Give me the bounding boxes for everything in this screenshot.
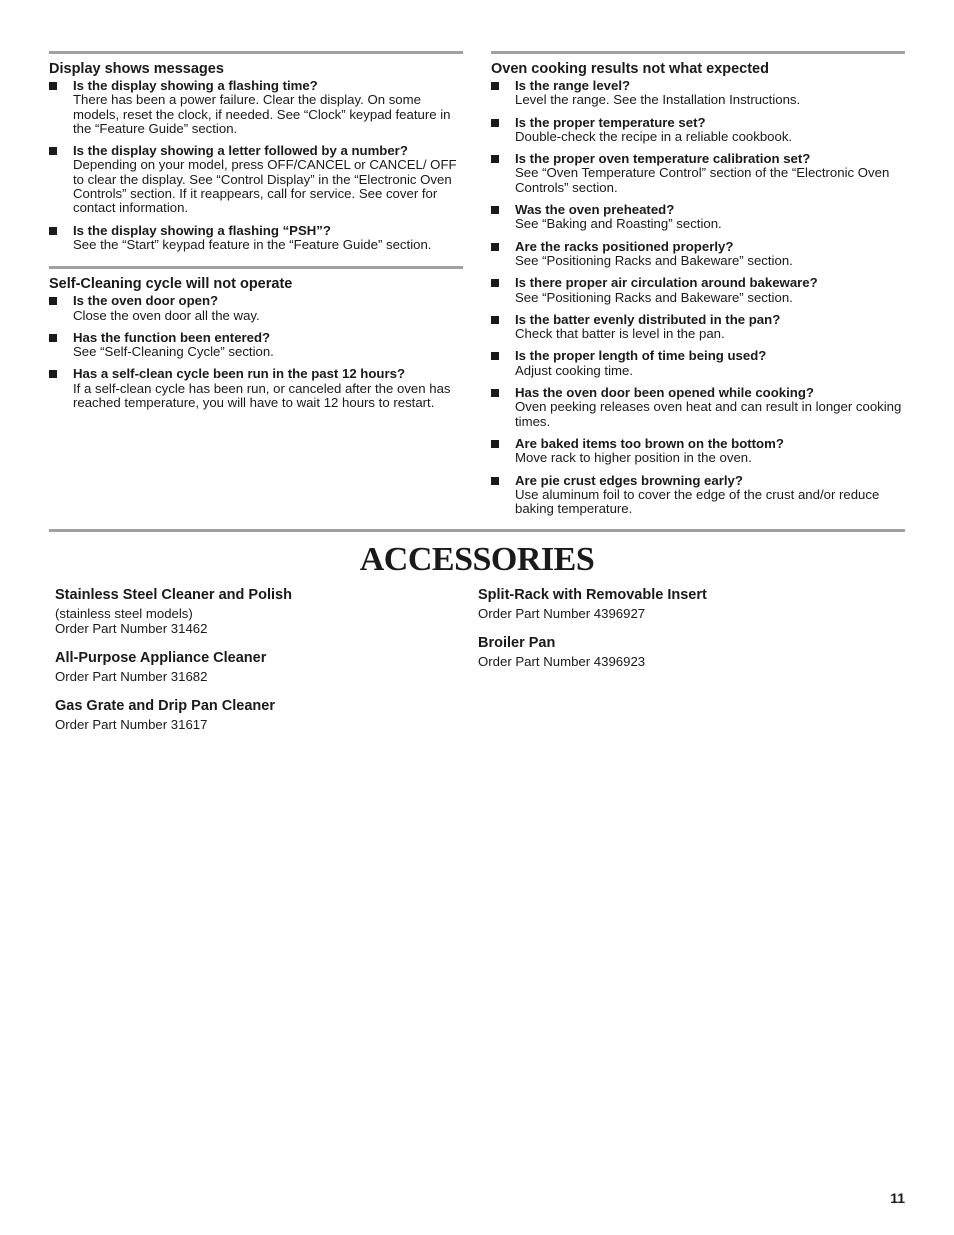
question-text: Is the proper length of time being used? <box>515 348 767 364</box>
square-bullet-icon <box>491 155 499 163</box>
accessory-name: Gas Grate and Drip Pan Cleaner <box>55 698 275 714</box>
square-bullet-icon <box>49 334 57 342</box>
accessory-name: Split-Rack with Removable Insert <box>478 587 707 603</box>
question-text: Is there proper air circulation around bakeware? <box>515 275 818 291</box>
right-column <box>491 51 905 524</box>
list-item <box>49 331 463 360</box>
accessory-name: Stainless Steel Cleaner and Polish <box>55 587 292 603</box>
list-item <box>49 367 463 410</box>
list-item <box>491 152 905 195</box>
answer-text: Close the oven door all the way. <box>73 307 260 323</box>
question-text: Is the oven door open? <box>73 293 219 309</box>
section-title: Display shows messages <box>49 61 224 77</box>
question-text: Is the batter evenly distributed in the pan? <box>515 311 781 327</box>
question-text: Are baked items too brown on the bottom? <box>515 435 784 451</box>
answer-text: Level the range. See the Installation Instructions. <box>515 92 801 108</box>
question-text: Is the display showing a flashing “PSH”? <box>73 222 331 238</box>
question-text: Is the proper oven temperature calibration set? <box>515 151 811 167</box>
square-bullet-icon <box>491 206 499 214</box>
answer-text: Use aluminum foil to cover the edge of the crust and/or reduce baking temperature. <box>515 486 880 517</box>
accessory-item <box>478 586 878 621</box>
question-text: Are the racks positioned properly? <box>515 238 734 254</box>
answer-text: Move rack to higher position in the oven. <box>515 450 752 466</box>
square-bullet-icon <box>49 227 57 235</box>
list-item <box>491 240 905 269</box>
accessory-item <box>55 586 455 636</box>
accessory-item <box>55 649 455 684</box>
answer-text: See “Positioning Racks and Bakeware” section. <box>515 289 793 305</box>
square-bullet-icon <box>491 389 499 397</box>
answer-text: See “Self-Cleaning Cycle” section. <box>73 344 274 360</box>
section-divider <box>49 529 905 532</box>
square-bullet-icon <box>491 316 499 324</box>
question-text: Has a self-clean cycle been run in the past 12 hours? <box>73 366 405 382</box>
square-bullet-icon <box>491 243 499 251</box>
square-bullet-icon <box>491 279 499 287</box>
square-bullet-icon <box>49 82 57 90</box>
answer-text: There has been a power failure. Clear the display. On some models, reset the clock, if needed. See “Clock” keypad feature in the “Feature Guide” section. <box>73 92 451 136</box>
list-item <box>491 203 905 232</box>
list-item <box>491 437 905 466</box>
accessory-part-number: Order Part Number 31617 <box>55 717 208 732</box>
accessory-part-number: Order Part Number 4396927 <box>478 606 646 621</box>
square-bullet-icon <box>491 440 499 448</box>
answer-text: See “Oven Temperature Control” section of the “Electronic Oven Controls” section. <box>515 165 890 195</box>
square-bullet-icon <box>491 352 499 360</box>
accessories-left-column <box>55 586 455 745</box>
list-item <box>491 276 905 305</box>
list-item <box>491 313 905 342</box>
answer-text: Oven peeking releases oven heat and can result in longer cooking times. <box>515 399 902 429</box>
list-item <box>49 79 463 136</box>
list-item <box>49 294 463 323</box>
square-bullet-icon <box>49 297 57 305</box>
square-bullet-icon <box>491 477 499 485</box>
list-item <box>491 386 905 429</box>
answer-text: Double-check the recipe in a reliable cookbook. <box>515 128 793 144</box>
square-bullet-icon <box>49 147 57 155</box>
question-text: Are pie crust edges browning early? <box>515 472 743 488</box>
question-text: Has the function been entered? <box>73 329 271 345</box>
square-bullet-icon <box>491 119 499 127</box>
display-messages-section <box>49 51 463 252</box>
page-title: ACCESSORIES <box>359 541 595 578</box>
question-text: Is the range level? <box>515 78 631 93</box>
question-text: Was the oven preheated? <box>515 202 675 218</box>
accessory-part-number: Order Part Number 4396923 <box>478 654 646 669</box>
accessory-name: Broiler Pan <box>478 635 556 651</box>
list-item <box>491 79 905 108</box>
accessory-part-number: Order Part Number 31682 <box>55 669 208 684</box>
section-title: Oven cooking results not what expected <box>491 61 769 77</box>
accessories-right-column <box>478 586 878 682</box>
answer-text: See “Positioning Racks and Bakeware” section. <box>515 252 793 268</box>
answer-text: Adjust cooking time. <box>515 362 634 378</box>
accessory-item <box>478 634 878 669</box>
oven-cooking-section <box>491 51 905 516</box>
question-text: Is the proper temperature set? <box>515 114 706 130</box>
list-item <box>49 144 463 215</box>
answer-text: If a self-clean cycle has been run, or canceled after the oven has reached temperature, you will have to wait 12 hours to restart. <box>73 380 451 411</box>
question-text: Is the display showing a letter followed by a number? <box>73 143 408 159</box>
square-bullet-icon <box>491 82 499 90</box>
question-text: Has the oven door been opened while cooking? <box>515 385 814 401</box>
answer-text: Check that batter is level in the pan. <box>515 326 725 342</box>
self-cleaning-section <box>49 266 463 410</box>
square-bullet-icon <box>49 370 57 378</box>
answer-text: Depending on your model, press OFF/CANCEL or CANCEL/ OFF to clear the display. See “Control Display” in the “Electronic Oven Controls” section. If it reappears, call for service. See cover for contact information. <box>73 157 457 216</box>
accessory-name: All-Purpose Appliance Cleaner <box>55 650 267 666</box>
page-number: 11 <box>890 1190 905 1206</box>
answer-text: See the “Start” keypad feature in the “Feature Guide” section. <box>73 236 432 252</box>
list-item <box>491 349 905 378</box>
list-item <box>49 224 463 253</box>
question-text: Is the display showing a flashing time? <box>73 78 318 93</box>
accessory-detail: (stainless steel models) <box>55 606 193 621</box>
list-item <box>491 116 905 145</box>
accessory-part-number: Order Part Number 31462 <box>55 621 208 636</box>
left-column <box>49 51 463 418</box>
accessory-item <box>55 697 455 732</box>
answer-text: See “Baking and Roasting” section. <box>515 216 722 232</box>
list-item <box>491 474 905 517</box>
section-title: Self-Cleaning cycle will not operate <box>49 276 293 293</box>
